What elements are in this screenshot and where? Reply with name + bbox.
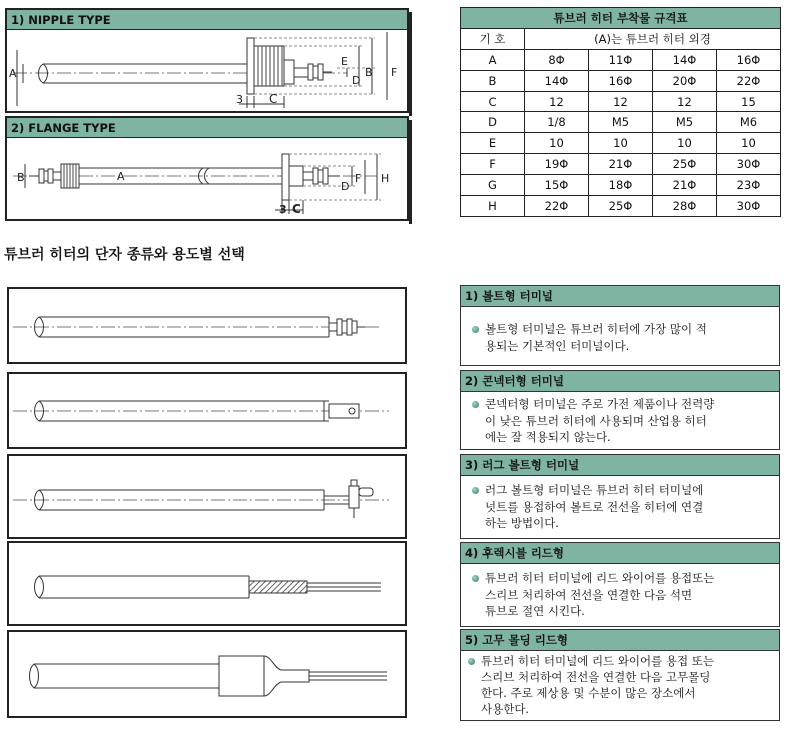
spec-cell: 10 — [525, 133, 589, 154]
bolt-terminal-drawing — [7, 287, 407, 364]
rubber-molding-lead-drawing — [7, 630, 407, 718]
flexible-lead-line: 튜브러 히터 터미널에 리드 와이어를 용접또는 — [485, 571, 715, 585]
table-row — [461, 70, 781, 91]
nipple-dim-f: F — [391, 66, 398, 79]
nipple-dim-3: 3 — [236, 93, 243, 106]
nipple-dim-c: C — [269, 92, 278, 106]
spec-cell: 11Φ — [589, 49, 653, 70]
spec-cell: 21Φ — [653, 175, 717, 196]
rubber-molding-lead-line: 한다. 주로 제상용 및 수분이 많은 장소에서 — [481, 686, 696, 700]
spec-cell: 16Φ — [717, 49, 781, 70]
table-row — [461, 49, 781, 70]
flange-dim-b: B — [17, 171, 25, 184]
spec-key: A — [461, 49, 525, 70]
connector-terminal-card — [460, 370, 780, 450]
spec-cell: M5 — [653, 112, 717, 133]
spec-cell: 25Φ — [589, 196, 653, 217]
table-row — [461, 112, 781, 133]
spec-key: E — [461, 133, 525, 154]
spec-col-span: (A)는 튜브러 히터 외경 — [525, 28, 781, 49]
spec-cell: 10 — [717, 133, 781, 154]
bolt-terminal-title: 1) 볼트형 터미널 — [461, 286, 779, 307]
connector-terminal-title: 2) 콘넥터형 터미널 — [461, 371, 779, 392]
rubber-molding-lead-line: 스리브 처리하여 전선을 연결한 다음 고무몰딩 — [481, 670, 711, 684]
rubber-molding-lead-line: 사용한다. — [481, 702, 530, 716]
nipple-dim-d: D — [352, 74, 361, 87]
table-row — [461, 196, 781, 217]
connector-terminal-line: 이 낮은 튜브러 히터에 사용되며 산업용 히터 — [485, 413, 707, 428]
spec-key: B — [461, 70, 525, 91]
spec-cell: 14Φ — [525, 70, 589, 91]
flange-dim-3: 3 — [279, 203, 287, 216]
spec-cell: 19Φ — [525, 154, 589, 175]
flange-dim-d: D — [341, 180, 350, 193]
lug-bolt-terminal-line: 러그 볼트형 터미널은 튜브러 히터 터미널에 — [485, 483, 704, 497]
rubber-molding-lead-card — [460, 629, 780, 721]
spec-cell: 20Φ — [653, 70, 717, 91]
spec-cell: 16Φ — [589, 70, 653, 91]
bolt-terminal-line: 용되는 기본적인 터미널이다. — [485, 338, 630, 353]
spec-cell: 12 — [653, 91, 717, 112]
flexible-lead-line: 튜브로 절연 시킨다. — [485, 604, 585, 618]
rubber-molding-lead-line: 튜브러 히터 터미널에 리드 와이어를 용접 또는 — [481, 654, 715, 668]
lug-bolt-terminal-card — [460, 454, 780, 539]
spec-cell: 15Φ — [525, 175, 589, 196]
spec-key: G — [461, 175, 525, 196]
nipple-dim-e: E — [341, 55, 348, 68]
spec-col-symbol: 기 호 — [461, 28, 525, 49]
spec-cell: 18Φ — [589, 175, 653, 196]
nipple-dim-b: B — [365, 66, 373, 79]
spec-cell: 22Φ — [717, 70, 781, 91]
bullet-icon — [472, 575, 479, 582]
spec-cell: 12 — [589, 91, 653, 112]
spec-cell: 10 — [589, 133, 653, 154]
spec-cell: 10 — [653, 133, 717, 154]
flexible-lead-drawing — [7, 541, 407, 626]
spec-cell: M6 — [717, 112, 781, 133]
spec-key: F — [461, 154, 525, 175]
spec-cell: 12 — [525, 91, 589, 112]
spec-cell: M5 — [589, 112, 653, 133]
panel-shadow — [409, 120, 412, 224]
flange-dim-h: H — [381, 172, 390, 185]
bullet-icon — [472, 326, 479, 333]
spec-cell: 21Φ — [589, 154, 653, 175]
connector-terminal-drawing — [7, 372, 407, 449]
nipple-dim-a: A — [9, 67, 17, 80]
lug-bolt-terminal-line: 하는 방법이다. — [485, 516, 559, 530]
spec-key: H — [461, 196, 525, 217]
table-row — [461, 133, 781, 154]
flange-dim-a: A — [117, 170, 125, 183]
spec-cell: 30Φ — [717, 196, 781, 217]
rubber-molding-lead-title: 5) 고무 몰딩 리드형 — [461, 630, 779, 651]
spec-cell: 28Φ — [653, 196, 717, 217]
flexible-lead-card — [460, 542, 780, 627]
flexible-lead-title: 4) 후렉시블 리드형 — [461, 543, 779, 564]
connector-terminal-line: 콘넥터형 터미널은 주로 가전 제품이나 전력량 — [485, 397, 715, 411]
flange-type-drawing — [7, 118, 407, 219]
spec-cell: 8Φ — [525, 49, 589, 70]
bullet-icon — [472, 487, 479, 494]
spec-cell: 15 — [717, 91, 781, 112]
spec-cell: 14Φ — [653, 49, 717, 70]
spec-cell: 25Φ — [653, 154, 717, 175]
lug-bolt-terminal-drawing — [7, 454, 407, 539]
flange-dim-c: C — [292, 202, 301, 216]
lug-bolt-terminal-line: 넛트를 용접하여 볼트로 전선을 히터에 연결 — [485, 499, 704, 514]
flange-type-panel — [5, 116, 409, 221]
nipple-type-panel — [5, 8, 409, 113]
spec-cell: 30Φ — [717, 154, 781, 175]
nipple-type-title: 1) NIPPLE TYPE — [7, 10, 407, 30]
spec-table-title: 튜브러 히터 부착물 규격표 — [461, 8, 781, 29]
table-row — [461, 175, 781, 196]
bullet-icon — [468, 658, 475, 665]
section-heading: 튜브러 히터의 단자 종류와 용도별 선택 — [4, 247, 245, 263]
table-row — [461, 154, 781, 175]
panel-shadow — [409, 12, 412, 116]
table-row — [461, 91, 781, 112]
connector-terminal-line: 에는 잘 적용되지 않는다. — [485, 430, 611, 444]
flange-dim-f: F — [355, 172, 362, 185]
flange-type-title: 2) FLANGE TYPE — [7, 118, 407, 138]
bolt-terminal-card — [460, 285, 780, 366]
spec-cell: 22Φ — [525, 196, 589, 217]
spec-cell: 1/8 — [525, 112, 589, 133]
spec-key: D — [461, 112, 525, 133]
bolt-terminal-line: 볼트형 터미널은 튜브러 히터에 가장 많이 적 — [485, 322, 707, 336]
bullet-icon — [472, 401, 479, 408]
spec-cell: 23Φ — [717, 175, 781, 196]
flexible-lead-line: 스리브 처리하여 전선을 연결한 다음 석면 — [485, 587, 693, 602]
lug-bolt-terminal-title: 3) 러그 볼트형 터미널 — [461, 455, 779, 476]
spec-key: C — [461, 91, 525, 112]
spec-table — [460, 7, 781, 217]
nipple-type-drawing — [7, 10, 407, 111]
